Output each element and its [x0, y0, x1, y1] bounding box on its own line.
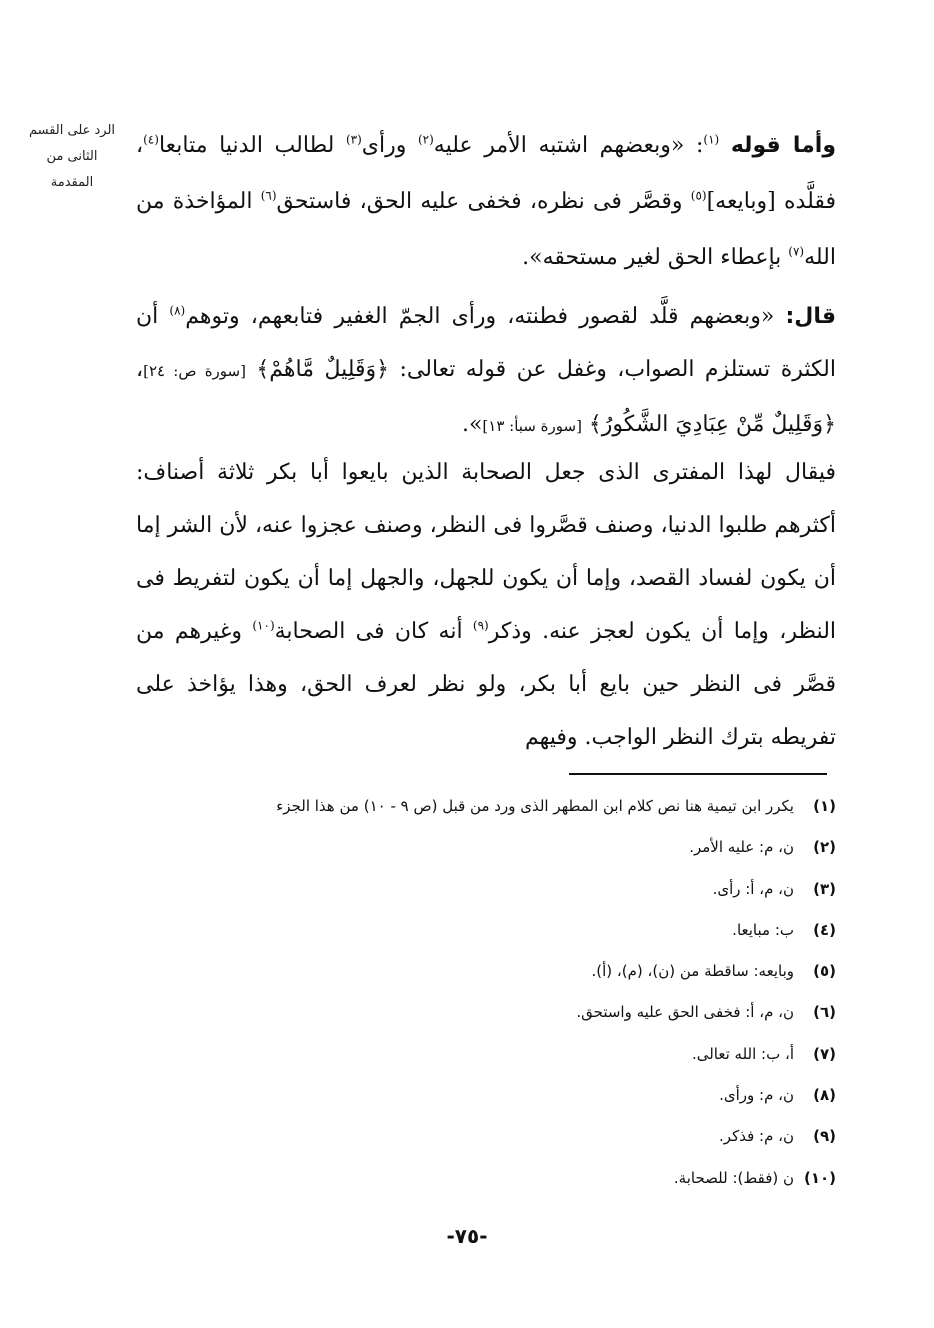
footnote-ref: (٣) — [345, 132, 362, 147]
footnotes-list — [136, 786, 836, 1199]
footnote-item — [136, 951, 836, 992]
footnote-text: ن، م: ورأى. — [719, 1086, 794, 1105]
footnote-ref: (٦) — [260, 188, 277, 203]
footnote-ref: (١) — [703, 132, 720, 147]
text-run: «وبعضهم قلَّد لقصور فطنته، ورأى الجمّ الغفير فتابعهم، وتوهم — [185, 304, 786, 329]
footnote-number: (٨) — [813, 1086, 836, 1105]
margin-note-line: المقدمة — [50, 175, 94, 190]
body-paragraph — [136, 446, 836, 764]
text-run: وغيرهم من قصَّر فى النظر حين بايع أبا بكر، ولو نظر لعرف الحق، وهذا يؤاخذ على تفريطه بترك النظر الواجب. وفيهم — [136, 619, 836, 750]
paragraph-lead: وأما قوله — [730, 133, 837, 158]
margin-note-line: الرد على القسم — [28, 123, 116, 138]
footnote-number: (٣) — [813, 879, 836, 898]
quoted-paragraph-2 — [136, 290, 836, 453]
footnote-item — [136, 910, 836, 951]
footnote-text: ب: مبايعا. — [732, 920, 794, 939]
quran-citation: [سورة ص: ٢٤] — [143, 362, 246, 380]
footnote-ref: (٤) — [143, 132, 159, 147]
footnote-item — [136, 869, 836, 910]
footnote-text: ن، م، أ: رأى. — [712, 879, 794, 898]
text-run: ، فقلَّده [وبايعه] — [136, 133, 836, 214]
footnote-item — [136, 786, 836, 827]
text-run: المؤاخذة من الله — [136, 189, 836, 270]
footnote-item — [136, 1158, 836, 1199]
footnote-ref: (٧) — [788, 244, 805, 259]
footnote-item — [136, 827, 836, 868]
margin-note — [22, 118, 122, 196]
quran-citation: [سورة سبأ: ١٣] — [482, 417, 582, 435]
footnote-number: (١٠) — [803, 1168, 836, 1187]
footnote-divider — [569, 773, 827, 775]
footnote-text: ن، م: فذكر. — [719, 1127, 794, 1146]
footnote-number: (٢) — [813, 838, 836, 857]
margin-note-line: الثانى من — [46, 149, 98, 164]
footnote-item — [136, 992, 836, 1033]
footnote-number: (١) — [813, 797, 836, 815]
text-run: وقصَّر فى نظره، فخفى عليه الحق، فاستحق — [276, 189, 691, 214]
text-run: لطالب الدنيا متابعا — [158, 133, 346, 158]
text-run: ». — [461, 412, 483, 437]
footnote-number: (٤) — [813, 920, 836, 939]
footnote-number: (٥) — [813, 962, 836, 981]
footnote-ref: (٩) — [472, 618, 489, 633]
footnote-text: أ، ب: الله تعالى. — [691, 1044, 794, 1063]
text-run: بإعطاء الحق لغير مستحقه». — [522, 245, 789, 270]
text-run: أنه كان فى الصحابة — [274, 619, 473, 644]
footnote-item — [136, 1075, 836, 1116]
quoted-paragraph-1 — [136, 118, 836, 286]
footnote-number: (٧) — [813, 1044, 836, 1063]
footnote-ref: (١٠) — [252, 618, 275, 633]
footnote-text: يكرر ابن تيمية هنا نص كلام ابن المطهر الذى ورد من قبل (ص ٩ - ١٠) من هذا الجزء — [276, 797, 794, 815]
text-run — [719, 133, 731, 158]
footnote-ref: (٨) — [169, 303, 186, 318]
footnote-number: (٦) — [813, 1003, 836, 1022]
footnote-ref: (٢) — [417, 132, 434, 147]
footnote-ref: (٥) — [690, 188, 707, 203]
footnote-text: وبايعه: ساقطة من (ن)، (م)، (أ). — [591, 962, 794, 981]
text-run: : «وبعضهم اشتبه الأمر عليه — [433, 133, 704, 158]
footnote-text: ن، م، أ: فخفى الحق عليه واستحق. — [576, 1003, 794, 1022]
page-number: -٧٥- — [446, 1224, 488, 1248]
footnote-item — [136, 1034, 836, 1075]
paragraph-lead: قال: — [785, 304, 837, 329]
text-run: ، ﴿وَقَلِيلٌ مِّنْ عِبَادِيَ الشَّكُورُ﴾ — [136, 357, 836, 437]
footnote-text: ن (فقط): للصحابة. — [673, 1168, 794, 1187]
footnote-number: (٩) — [813, 1127, 836, 1146]
text-run: أن الكثرة تستلزم الصواب، وغفل عن قوله تعالى: ﴿وَقَلِيلٌ مَّاهُمْ﴾ — [136, 304, 837, 382]
text-run: ورأى — [361, 133, 418, 158]
footnote-item — [136, 1116, 836, 1157]
footnote-text: ن، م: عليه الأمر. — [689, 838, 794, 857]
text-run: فيقال لهذا المفترى الذى جعل الصحابة الذين بايعوا أبا بكر ثلاثة أصناف: أكثرهم طلبوا الدنيا، وصنف قصَّروا فى النظر، وصنف عجزوا عنه، لأن الشر إما أن يكون لفساد القصد، وإما أن يكون للجهل، والجهل إما أن يكون لتفريط فى النظر، وإما أن يكون لعجز عنه. وذكر — [136, 460, 837, 644]
